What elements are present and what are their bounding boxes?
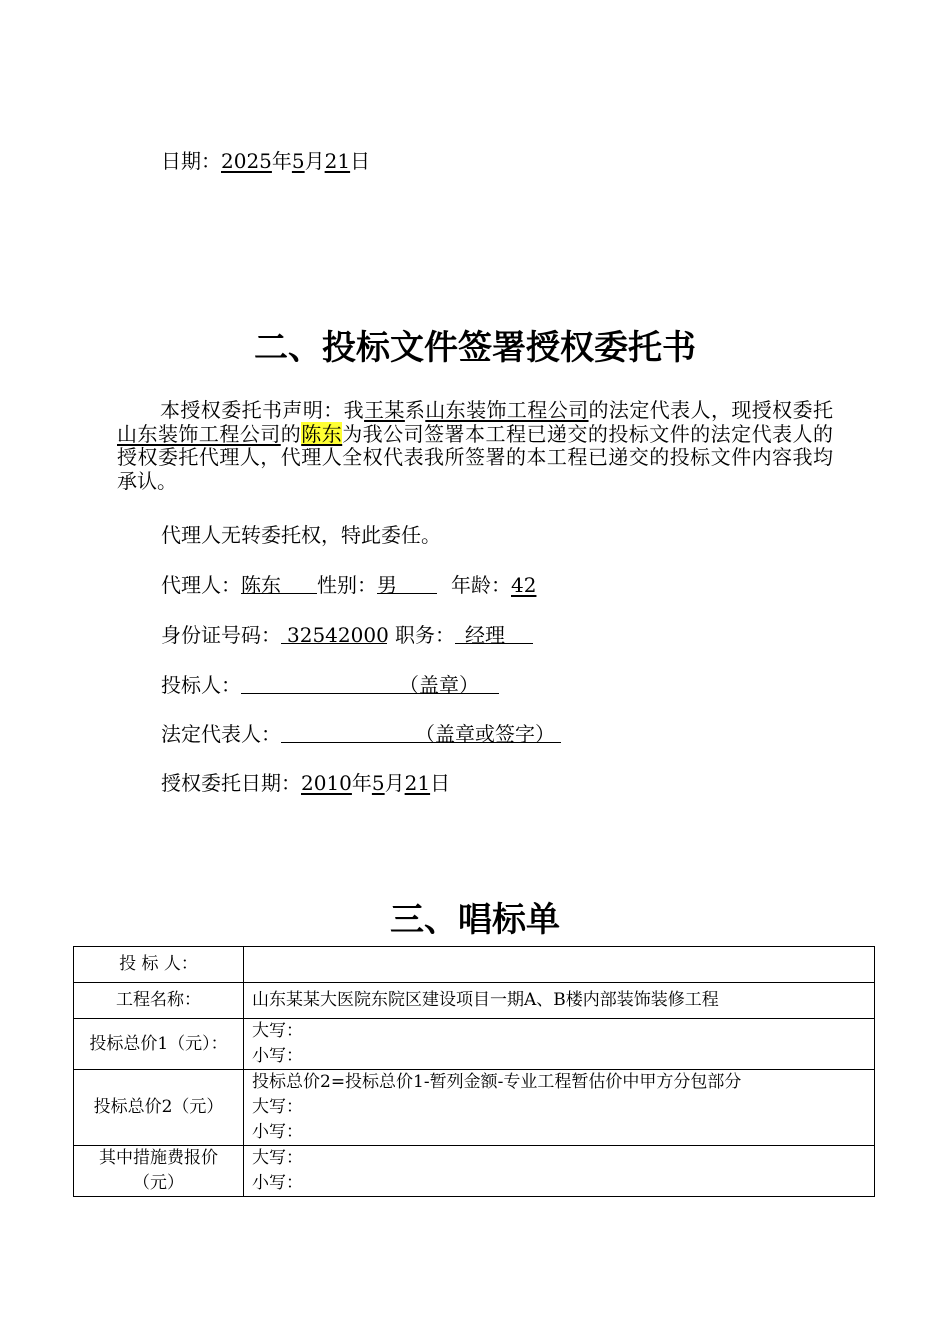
declaration-text-1: 本授权委托书声明：我	[160, 398, 365, 422]
date-month: 5	[291, 149, 305, 173]
no-transfer-statement: 代理人无转委托权，特此委任。	[161, 523, 441, 547]
date-year-unit: 年	[271, 149, 292, 173]
auth-date-label: 授权委托日期：	[161, 771, 301, 795]
declaration-text-2: 系	[404, 398, 426, 422]
bidder-line	[161, 673, 499, 697]
row-value-bidder	[244, 947, 875, 983]
document-date	[161, 149, 370, 173]
row-label-bidder: 投 标 人：	[74, 947, 244, 983]
table-row	[74, 1146, 875, 1197]
section2-title: 二、投标文件签署授权委托书	[254, 328, 696, 368]
row-label-measures-fee: 其中措施费报价（元）	[74, 1146, 244, 1197]
auth-date-day: 21	[404, 771, 431, 795]
agent-value: 陈东	[241, 573, 281, 597]
bidder-label: 投标人：	[161, 673, 241, 697]
company-name-2: 山东装饰工程公司	[117, 421, 281, 446]
authorization-date	[161, 771, 450, 795]
job-title-value: 经理	[465, 623, 505, 647]
auth-date-year: 2010	[301, 771, 352, 795]
id-line	[161, 623, 533, 647]
legal-rep-label: 法定代表人：	[161, 722, 281, 746]
declaration-text-3: 的法定代表人，现授权委托	[588, 398, 833, 422]
section3-title: 三、唱标单	[390, 900, 560, 940]
date-prefix: 日期：	[161, 149, 221, 173]
auth-date-month: 5	[371, 771, 385, 795]
row-value-total-price-1: 大写： 小写：	[244, 1019, 875, 1070]
bid-opening-table	[73, 946, 875, 1197]
table-row	[74, 983, 875, 1019]
bidder-seal: （盖章）	[399, 673, 479, 697]
gender-value: 男	[377, 573, 397, 597]
auth-date-day-unit: 日	[430, 771, 451, 795]
age-label: 年龄：	[451, 573, 511, 597]
row-label-total-price-2: 投标总价2（元）	[74, 1070, 244, 1146]
row-value-total-price-2: 投标总价2=投标总价1-暂列金额-专业工程暂估价中甲方分包部分 大写： 小写：	[244, 1070, 875, 1146]
age-value: 42	[511, 573, 537, 597]
agent-name-highlighted: 陈东	[301, 421, 343, 446]
agent-line	[161, 573, 536, 597]
table-row	[74, 1019, 875, 1070]
declaration-text-5: 为我公司签署本工程已递交的投标文件的法定代表人的授权委托代理人，代理人全权代表我所签署的本工程已递交的投标文件内容我均承认。	[117, 421, 834, 493]
legal-rep-line	[161, 722, 561, 746]
row-value-project-name: 山东某某大医院东院区建设项目一期A、B楼内部装饰装修工程	[244, 983, 875, 1019]
date-year: 2025	[221, 149, 272, 173]
auth-date-month-unit: 月	[384, 771, 405, 795]
date-month-unit: 月	[304, 149, 325, 173]
job-title-label: 职务：	[395, 623, 455, 647]
id-value: 32542000	[287, 623, 389, 647]
auth-date-year-unit: 年	[351, 771, 372, 795]
company-name: 山东装饰工程公司	[425, 398, 589, 422]
date-day-unit: 日	[350, 149, 371, 173]
row-label-total-price-1: 投标总价1（元）：	[74, 1019, 244, 1070]
row-value-measures-fee: 大写： 小写：	[244, 1146, 875, 1197]
table-row	[74, 947, 875, 983]
id-label: 身份证号码：	[161, 623, 281, 647]
legal-rep-name: 王某	[364, 398, 405, 422]
agent-label: 代理人：	[161, 573, 241, 597]
gender-label: 性别：	[317, 573, 377, 597]
declaration-text-4: 的	[280, 421, 302, 446]
declaration-paragraph	[117, 399, 833, 493]
table-row	[74, 1070, 875, 1146]
row-label-project-name: 工程名称：	[74, 983, 244, 1019]
date-day: 21	[324, 149, 351, 173]
legal-rep-seal: （盖章或签字）	[415, 722, 555, 746]
